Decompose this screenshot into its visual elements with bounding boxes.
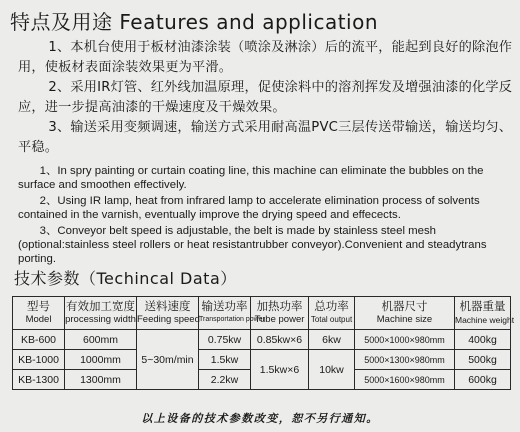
en-paragraph-3: 3、Conveyor belt speed is adjustable, the belt is made by stainless steel mesh (optional:stainless steel rollers or heat resistantrubber conveyor).Convenient and steadytrans porting. bbox=[18, 225, 487, 266]
cell-machine-size: 5000×1300×980mm bbox=[355, 350, 455, 370]
cell-machine-size: 5000×1000×980mm bbox=[355, 330, 455, 350]
header-feeding-speed: 送料速度 Feeding speed bbox=[137, 297, 199, 330]
cell-machine-weight: 400kg bbox=[455, 330, 511, 350]
cell-transport-power: 0.75kw bbox=[199, 330, 251, 350]
cell-width: 1000mm bbox=[65, 350, 137, 370]
cell-model: KB-1300 bbox=[13, 370, 65, 390]
cell-machine-size: 5000×1600×980mm bbox=[355, 370, 455, 390]
cell-machine-weight: 500kg bbox=[455, 350, 511, 370]
header-processing-width: 有效加工宽度 processing width bbox=[65, 297, 137, 330]
section-title-features: 特点及用途 Features and application bbox=[10, 10, 379, 34]
cell-model: KB-1000 bbox=[13, 350, 65, 370]
cell-total-output: 6kw bbox=[309, 330, 355, 350]
cell-width: 1300mm bbox=[65, 370, 137, 390]
zh-paragraph-2: 2、采用IR灯管、红外线加温原理，促使涂料中的溶剂挥发及增强油漆的化学反应，进一步提高油漆的干燥速度及干燥效果。 bbox=[18, 80, 513, 115]
section-title-technical-data: 技术参数（Techincal Data） bbox=[14, 269, 237, 288]
cell-transport-power: 1.5kw bbox=[199, 350, 251, 370]
cell-model: KB-600 bbox=[13, 330, 65, 350]
cell-tube-power: 0.85kw×6 bbox=[251, 330, 309, 350]
header-transport-power: 输送功率 Transportation power bbox=[199, 297, 251, 330]
en-paragraph-1: 1、In spry painting or curtain coating line, this machine can eliminate the bubbles on the surface and smoothen effectively. bbox=[18, 165, 484, 192]
header-model: 型号 Model bbox=[13, 297, 65, 330]
header-machine-weight: 机器重量 Machine weight bbox=[455, 297, 511, 330]
table-row bbox=[13, 330, 511, 350]
cell-feeding-speed: 5~30m/min bbox=[137, 330, 199, 390]
zh-paragraph-1: 1、本机台使用于板材油漆涂装（喷涂及淋涂）后的流平，能起到良好的除泡作用，使板材表面涂装效果更为平滑。 bbox=[18, 40, 513, 75]
cell-tube-power-merged: 1.5kw×6 bbox=[251, 350, 309, 390]
cell-transport-power: 2.2kw bbox=[199, 370, 251, 390]
header-tube-power: 加热功率 Tube power bbox=[251, 297, 309, 330]
cell-width: 600mm bbox=[65, 330, 137, 350]
header-machine-size: 机器尺寸 Machine size bbox=[355, 297, 455, 330]
header-total-output: 总功率 Total output bbox=[309, 297, 355, 330]
table-header-row bbox=[13, 297, 511, 330]
table-row bbox=[13, 350, 511, 370]
en-paragraph-2: 2、Using IR lamp, heat from infrared lamp to accelerate elimination process of solvents contained in the varnish, eventually improve the drying speed and effecects. bbox=[18, 195, 480, 222]
footnote: 以上设备的技术参数改变，恕不另行通知。 bbox=[141, 412, 379, 425]
cell-machine-weight: 600kg bbox=[455, 370, 511, 390]
spec-table bbox=[12, 296, 515, 390]
cell-total-output-merged: 10kw bbox=[309, 350, 355, 390]
zh-paragraph-3: 3、输送采用变频调速，输送方式采用耐高温PVC三层传送带输送，输送均匀、平稳。 bbox=[18, 120, 513, 155]
